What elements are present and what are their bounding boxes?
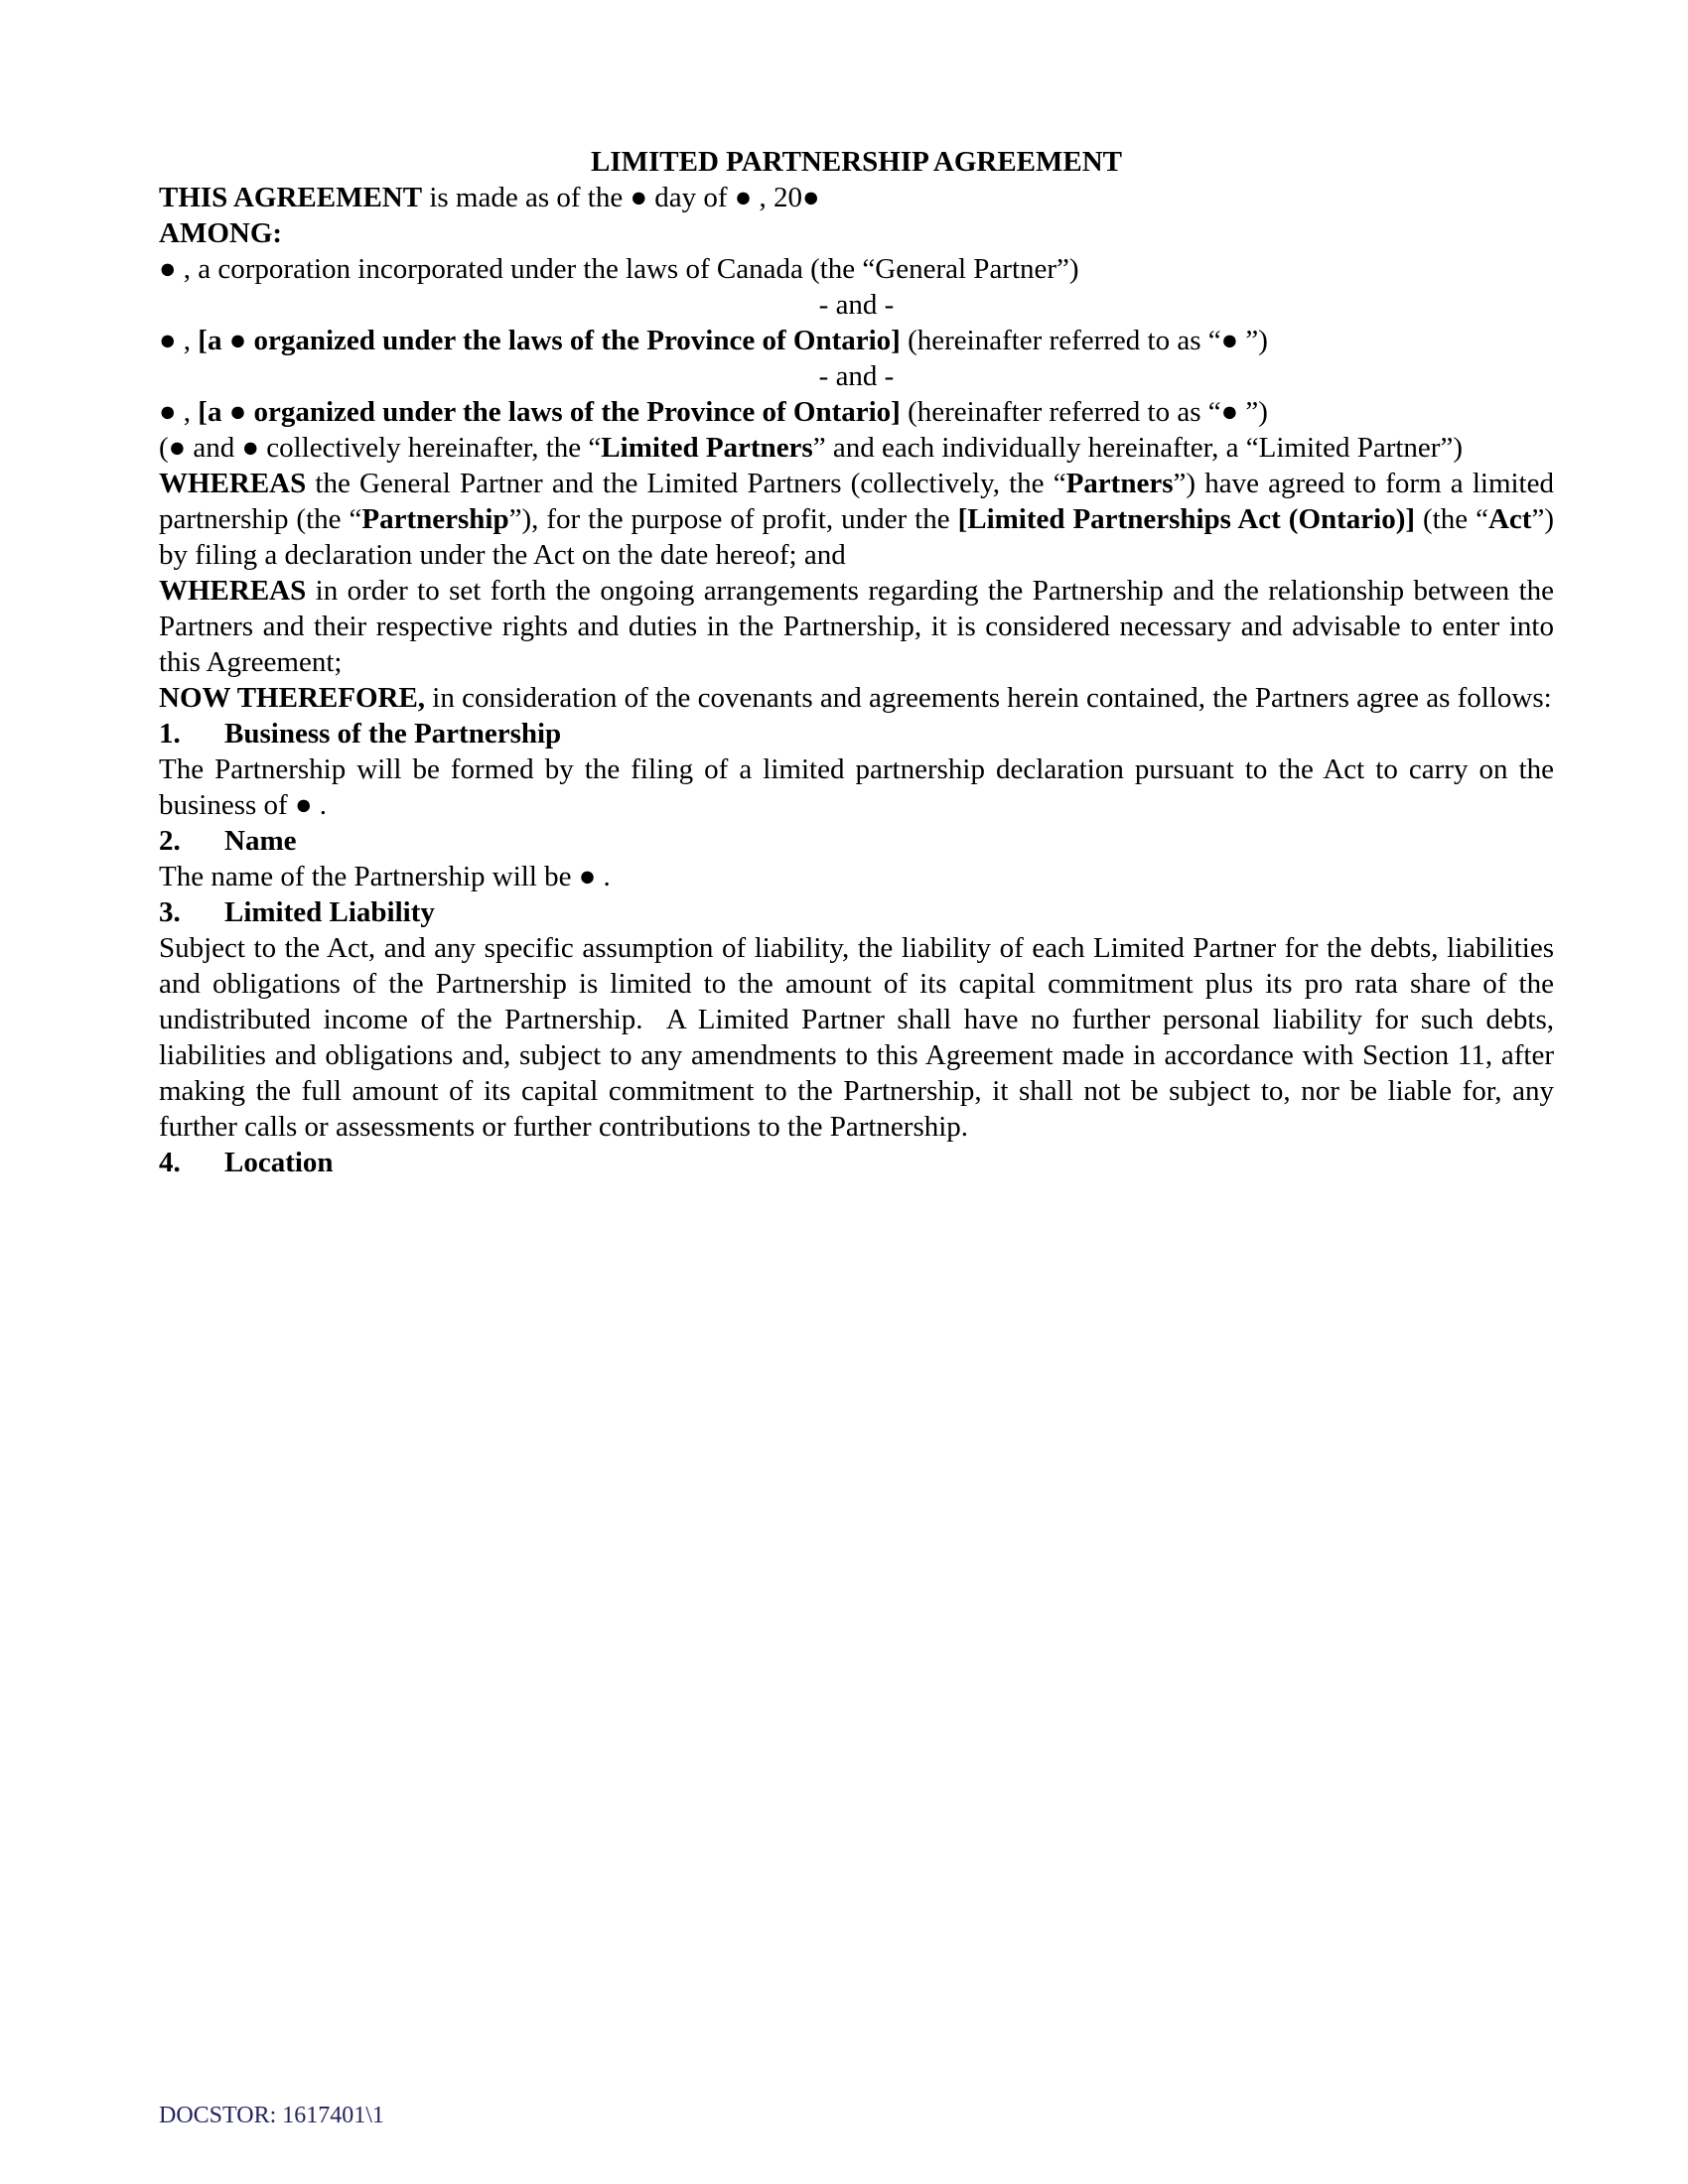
and-divider-2: - and - [818,360,895,392]
text-run: (hereinafter referred to as “● ”) [900,396,1268,428]
section-4-number: 4. [159,1147,181,1178]
text-run: Partnership [361,503,509,535]
text-run: NOW THEREFORE, [159,682,426,714]
text-run: in order to set forth the ongoing arrangements regarding the Partnership and the relationship between the Partners and their respective rights and duties in the Partnership, it is considered necessary and advisable to enter into this Agreement; [159,575,1554,678]
collective-limited-partners-definition [159,430,1554,466]
section-4-title: Location [224,1147,334,1178]
text-run: The name of the Partnership will be ● . [159,861,611,892]
text-run: WHEREAS [159,468,307,499]
section-2-number: 2. [159,825,181,857]
document-title: LIMITED PARTNERSHIP AGREEMENT [590,146,1123,178]
text-run: ● , [159,325,199,356]
party-limited-partner-1 [159,323,1554,358]
text-run: Limited Partners [601,432,813,464]
text-run: WHEREAS [159,575,307,607]
text-run: ”) have agreed to form a limited partnership (the “ [159,468,1554,535]
section-3-title: Limited Liability [224,896,435,928]
now-therefore-clause [159,680,1554,716]
text-run: ● , a corporation incorporated under the laws of Canada (the “General Partner”) [159,253,1079,285]
text-run: ” and each individually hereinafter, a “Limited Partner”) [812,432,1463,464]
text-run: The Partnership will be formed by the filing of a limited partnership declaration pursuant to the Act to carry on the business of ● . [159,753,1554,821]
text-run: ● , [159,396,199,428]
text-run: [a ● organized under the laws of the Province of Ontario] [198,396,901,428]
among-label: AMONG: [159,217,283,249]
section-2-body [159,859,1554,894]
docstor-reference: DOCSTOR: 1617401\1 [159,2103,384,2128]
party-limited-partner-2 [159,394,1554,430]
text-run: [Limited Partnerships Act (Ontario)] [957,503,1416,535]
section-1-heading [159,716,1554,751]
text-run: Partners [1065,468,1174,499]
section-2-title: Name [224,825,297,857]
section-1-title: Business of the Partnership [224,718,562,750]
intro-paragraph [159,180,1554,215]
party-general-partner [159,251,1554,287]
section-3-heading [159,894,1554,930]
text-run: in consideration of the covenants and agreements herein contained, the Partners agree as follows: [425,682,1552,714]
text-run: Subject to the Act, and any specific assumption of liability, the liability of each Limited Partner for the debts, liabilities and obligations of the Partnership is limited to the amount of its capital commitment plus its pro rata share of the undistributed income of the Partnership. A Limited Partner shall have no further personal liability for such debts, liabilities and obligations and, subject to any amendments to this Agreement made in accordance with Section 11, after making the full amount of its capital commitment to the Partnership, it shall not be subject to, nor be liable for, any further calls or assessments or further contributions to the Partnership. [159,932,1554,1143]
section-3-number: 3. [159,896,181,928]
and-divider-1: - and - [818,289,895,321]
text-run: (● and ● collectively hereinafter, the “ [159,432,602,464]
text-run: (the “ [1415,503,1488,535]
text-run: [a ● organized under the laws of the Province of Ontario] [198,325,901,356]
text-run: Act [1487,503,1532,535]
section-4-heading [159,1145,1554,1180]
whereas-recital-1 [159,466,1554,573]
text-run: THIS AGREEMENT [159,182,423,213]
text-run: ”) by filing a declaration under the Act on the date hereof; and [159,503,1554,571]
text-run: the General Partner and the Limited Partners (collectively, the “ [306,468,1066,499]
section-2-heading [159,823,1554,859]
section-1-number: 1. [159,718,181,750]
section-3-body [159,930,1554,1145]
text-run: (hereinafter referred to as “● ”) [900,325,1268,356]
section-1-body [159,751,1554,823]
text-run: is made as of the ● day of ● , 20● [422,182,820,213]
text-run: ”), for the purpose of profit, under the [508,503,958,535]
whereas-recital-2 [159,573,1554,680]
